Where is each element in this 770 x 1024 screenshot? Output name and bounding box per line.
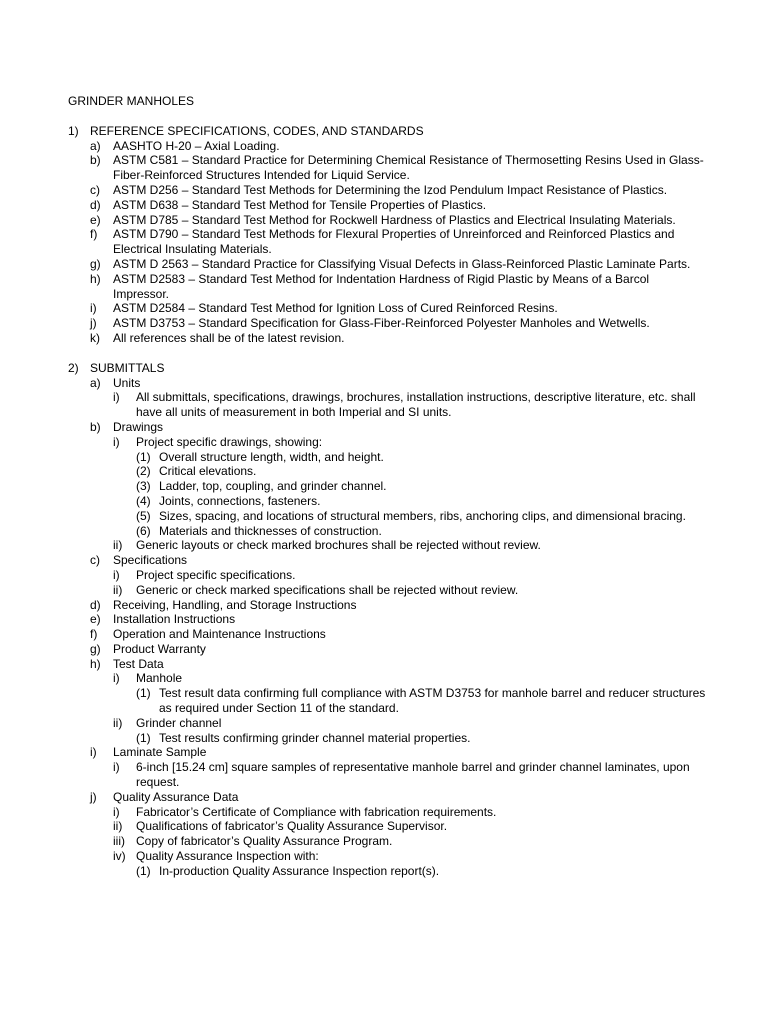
list-item bbox=[136, 450, 708, 465]
section-heading: REFERENCE SPECIFICATIONS, CODES, AND STANDARDS bbox=[90, 123, 424, 138]
sub-list bbox=[113, 760, 708, 790]
item-label: h) bbox=[90, 656, 101, 671]
list-item bbox=[90, 257, 708, 272]
item-text: All submittals, specifications, drawings, brochures, installation instructions, descriptive literature, etc. shall have all units of measurement in both Imperial and SI units. bbox=[136, 390, 696, 420]
sub-sub-list bbox=[136, 864, 708, 879]
item-text: AASHTO H-20 – Axial Loading. bbox=[113, 138, 280, 153]
item-label: e) bbox=[90, 612, 101, 627]
sub-sub-list bbox=[136, 731, 708, 746]
item-text: Overall structure length, width, and height. bbox=[159, 449, 384, 464]
list-item bbox=[90, 227, 708, 257]
list-item bbox=[136, 479, 708, 494]
item-text: ASTM D2584 – Standard Test Method for Ignition Loss of Cured Reinforced Resins. bbox=[113, 301, 558, 316]
item-label: i) bbox=[113, 567, 120, 582]
list-item-specifications bbox=[90, 553, 708, 597]
item-text: Project specific specifications. bbox=[136, 567, 296, 582]
list-item bbox=[136, 864, 708, 879]
list-item bbox=[90, 272, 708, 302]
list-item bbox=[113, 568, 708, 583]
list-item bbox=[90, 153, 708, 183]
list-item bbox=[136, 464, 708, 479]
list-item bbox=[113, 583, 708, 598]
item-text: Generic or check marked specifications shall be rejected without review. bbox=[136, 582, 519, 597]
list-item bbox=[90, 183, 708, 198]
item-label: g) bbox=[90, 641, 101, 656]
item-text: Grinder channel bbox=[136, 715, 222, 730]
section-number: 1) bbox=[68, 123, 79, 138]
item-label: i) bbox=[90, 301, 97, 316]
item-label: g) bbox=[90, 256, 101, 271]
sub-list bbox=[113, 671, 708, 745]
item-text: Sizes, spacing, and locations of structural members, ribs, anchoring clips, and dimensional bracing. bbox=[159, 508, 686, 523]
item-label: i) bbox=[113, 760, 120, 775]
list-item bbox=[90, 213, 708, 228]
item-label: a) bbox=[90, 375, 101, 390]
item-label: c) bbox=[90, 182, 100, 197]
list-item bbox=[90, 316, 708, 331]
document-title: GRINDER MANHOLES bbox=[68, 94, 195, 108]
list-item bbox=[136, 686, 708, 716]
item-label: ii) bbox=[113, 715, 123, 730]
section-heading: SUBMITTALS bbox=[90, 360, 165, 375]
item-text: Quality Assurance Inspection with: bbox=[136, 849, 319, 864]
list-item bbox=[113, 716, 708, 746]
item-label: ii) bbox=[113, 582, 123, 597]
item-text: Copy of fabricator’s Quality Assurance Program. bbox=[136, 834, 393, 849]
list-item-receiving bbox=[90, 598, 708, 613]
item-text: ASTM D256 – Standard Test Methods for Determining the Izod Pendulum Impact Resistance of Plastics. bbox=[113, 182, 668, 197]
item-label: iii) bbox=[113, 834, 125, 849]
item-label: j) bbox=[90, 316, 97, 331]
item-label: d) bbox=[90, 197, 101, 212]
item-text: Generic layouts or check marked brochures shall be rejected without review. bbox=[136, 538, 541, 553]
section-reference-specifications bbox=[68, 124, 708, 346]
list-item bbox=[90, 139, 708, 154]
list-item bbox=[136, 524, 708, 539]
list-item bbox=[113, 671, 708, 715]
sub-list bbox=[113, 390, 708, 420]
item-label: j) bbox=[90, 789, 97, 804]
item-text: Qualifications of fabricator’s Quality Assurance Supervisor. bbox=[136, 819, 448, 834]
item-label: f) bbox=[90, 227, 98, 242]
item-text: Receiving, Handling, and Storage Instructions bbox=[113, 597, 357, 612]
list-item bbox=[113, 538, 708, 553]
item-label: (4) bbox=[136, 493, 151, 508]
item-label: e) bbox=[90, 212, 101, 227]
list-item bbox=[136, 494, 708, 509]
list-item-warranty bbox=[90, 642, 708, 657]
item-text: Manhole bbox=[136, 671, 183, 686]
item-label: i) bbox=[113, 390, 120, 405]
item-label: (3) bbox=[136, 479, 151, 494]
item-text: Test result data confirming full compliance with ASTM D3753 for manhole barrel and reducer structures as required under Section 11 of the standard. bbox=[159, 686, 706, 716]
item-label: h) bbox=[90, 271, 101, 286]
item-label: i) bbox=[90, 745, 97, 760]
list-item-installation bbox=[90, 612, 708, 627]
list-item-laminate-sample bbox=[90, 745, 708, 789]
item-label: b) bbox=[90, 419, 101, 434]
list-item bbox=[113, 760, 708, 790]
list-item bbox=[113, 834, 708, 849]
document-page bbox=[68, 94, 708, 879]
item-label: i) bbox=[113, 434, 120, 449]
list-item-test-data bbox=[90, 657, 708, 746]
item-text: Critical elevations. bbox=[159, 464, 257, 479]
item-text: Fabricator’s Certificate of Compliance with fabrication requirements. bbox=[136, 804, 497, 819]
reference-list bbox=[90, 139, 708, 346]
list-item-operation bbox=[90, 627, 708, 642]
item-text: Laminate Sample bbox=[113, 745, 207, 760]
list-item bbox=[90, 301, 708, 316]
list-item bbox=[136, 509, 708, 524]
item-label: (1) bbox=[136, 730, 151, 745]
item-label: a) bbox=[90, 138, 101, 153]
item-text: Test results confirming grinder channel material properties. bbox=[159, 730, 471, 745]
list-item bbox=[136, 731, 708, 746]
list-item bbox=[113, 435, 708, 539]
item-text: Specifications bbox=[113, 553, 188, 568]
item-text: Operation and Maintenance Instructions bbox=[113, 627, 326, 642]
item-text: Project specific drawings, showing: bbox=[136, 434, 323, 449]
item-label: f) bbox=[90, 627, 98, 642]
item-label: (5) bbox=[136, 508, 151, 523]
item-text: 6-inch [15.24 cm] square samples of representative manhole barrel and grinder channel laminates, upon request. bbox=[136, 760, 690, 790]
item-label: (1) bbox=[136, 686, 151, 701]
item-text: Joints, connections, fasteners. bbox=[159, 493, 321, 508]
list-item bbox=[113, 849, 708, 879]
list-item bbox=[90, 331, 708, 346]
item-text: ASTM D785 – Standard Test Method for Rockwell Hardness of Plastics and Electrical Insulating Materials. bbox=[113, 212, 676, 227]
item-label: ii) bbox=[113, 538, 123, 553]
item-label: i) bbox=[113, 804, 120, 819]
item-label: c) bbox=[90, 553, 100, 568]
item-label: (1) bbox=[136, 863, 151, 878]
item-text: Quality Assurance Data bbox=[113, 789, 239, 804]
item-text: ASTM D790 – Standard Test Methods for Flexural Properties of Unreinforced and Reinforced Plastics and Electrical Insulating Materials. bbox=[113, 227, 675, 257]
item-text: Product Warranty bbox=[113, 641, 206, 656]
section-submittals bbox=[68, 361, 708, 879]
item-text: All references shall be of the latest revision. bbox=[113, 330, 345, 345]
list-item-quality-assurance bbox=[90, 790, 708, 879]
item-text: Drawings bbox=[113, 419, 164, 434]
item-label: iv) bbox=[113, 849, 126, 864]
item-label: k) bbox=[90, 330, 100, 345]
item-text: ASTM D2583 – Standard Test Method for Indentation Hardness of Rigid Plastic by Means of a Barcol Impressor. bbox=[113, 271, 650, 301]
section-list bbox=[68, 124, 708, 879]
item-text: ASTM C581 – Standard Practice for Determining Chemical Resistance of Thermosetting Resins Used in Glass-Fiber-Reinforced Structures Intended for Liquid Service. bbox=[113, 153, 704, 183]
sub-sub-list bbox=[136, 686, 708, 716]
sub-list bbox=[113, 435, 708, 553]
item-text: Ladder, top, coupling, and grinder channel. bbox=[159, 479, 387, 494]
item-label: b) bbox=[90, 153, 101, 168]
item-label: d) bbox=[90, 597, 101, 612]
item-text: In-production Quality Assurance Inspection report(s). bbox=[159, 863, 440, 878]
list-item-drawings bbox=[90, 420, 708, 553]
item-label: (1) bbox=[136, 449, 151, 464]
sub-list bbox=[113, 805, 708, 879]
list-item bbox=[113, 390, 708, 420]
section-number: 2) bbox=[68, 360, 79, 375]
list-item bbox=[113, 805, 708, 820]
item-text: ASTM D 2563 – Standard Practice for Classifying Visual Defects in Glass-Reinforced Plastic Laminate Parts. bbox=[113, 256, 691, 271]
item-text: ASTM D3753 – Standard Specification for Glass-Fiber-Reinforced Polyester Manholes and Wetwells. bbox=[113, 316, 650, 331]
list-item bbox=[113, 819, 708, 834]
item-text: Installation Instructions bbox=[113, 612, 236, 627]
item-text: Test Data bbox=[113, 656, 164, 671]
sub-sub-list bbox=[136, 450, 708, 539]
list-item-units bbox=[90, 376, 708, 420]
item-label: (2) bbox=[136, 464, 151, 479]
item-label: (6) bbox=[136, 523, 151, 538]
item-label: i) bbox=[113, 671, 120, 686]
item-text: ASTM D638 – Standard Test Method for Tensile Properties of Plastics. bbox=[113, 197, 487, 212]
item-label: ii) bbox=[113, 819, 123, 834]
item-text: Materials and thicknesses of construction. bbox=[159, 523, 382, 538]
submittals-list bbox=[90, 376, 708, 879]
sub-list bbox=[113, 568, 708, 598]
item-text: Units bbox=[113, 375, 141, 390]
list-item bbox=[90, 198, 708, 213]
